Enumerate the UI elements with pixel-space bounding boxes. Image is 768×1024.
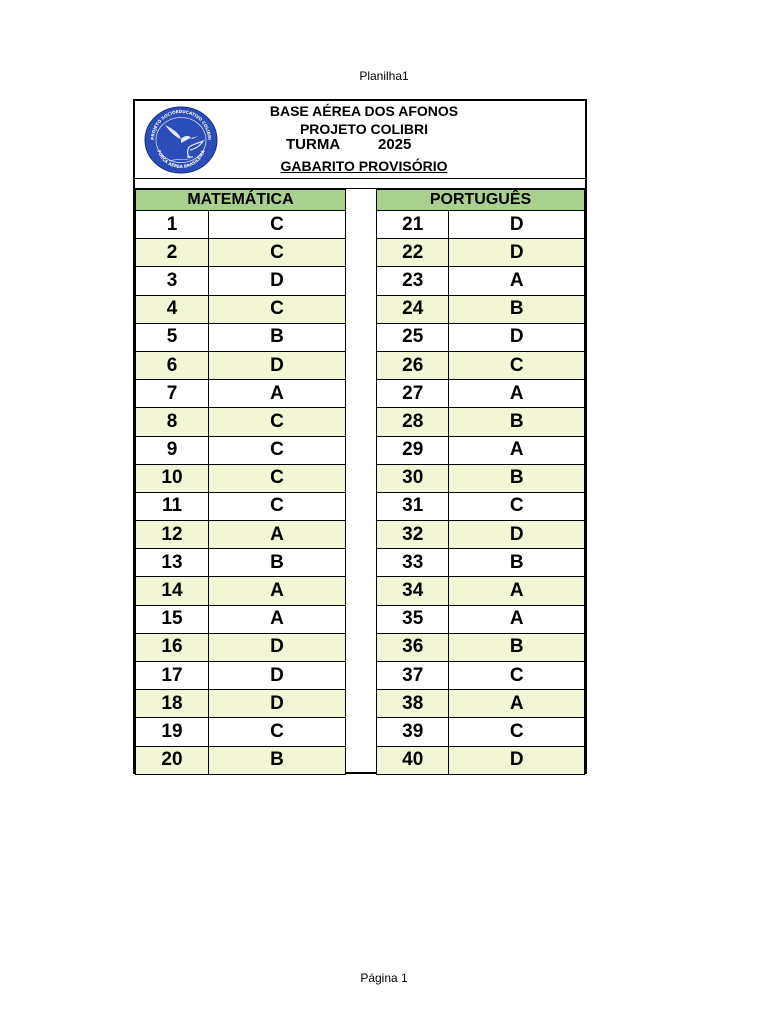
answer-letter: B	[449, 295, 585, 323]
answer-letter: A	[449, 577, 585, 605]
table-row	[136, 605, 346, 633]
question-number: 11	[136, 492, 209, 520]
turma-label: TURMA	[286, 136, 341, 153]
table-row	[136, 746, 346, 774]
question-number: 23	[377, 267, 449, 295]
table-row	[377, 662, 585, 690]
section-header-math: MATEMÁTICA	[136, 190, 346, 211]
question-number: 17	[136, 662, 209, 690]
page-header: Planilha1	[359, 69, 409, 83]
question-number: 8	[136, 408, 209, 436]
question-number: 32	[377, 521, 449, 549]
separator-row	[135, 178, 585, 189]
question-number: 22	[377, 239, 449, 267]
table-row	[377, 351, 585, 379]
answer-letter: A	[449, 690, 585, 718]
answer-letter: B	[209, 549, 346, 577]
table-row	[377, 408, 585, 436]
question-number: 21	[377, 211, 449, 239]
answer-letter: A	[209, 577, 346, 605]
table-row	[136, 295, 346, 323]
question-number: 28	[377, 408, 449, 436]
answer-letter: A	[449, 267, 585, 295]
question-number: 10	[136, 464, 209, 492]
answer-letter: D	[449, 239, 585, 267]
answer-letter: A	[449, 436, 585, 464]
math-answer-table	[135, 189, 346, 775]
answer-letter: D	[209, 662, 346, 690]
table-row	[136, 492, 346, 520]
question-number: 15	[136, 605, 209, 633]
table-row	[136, 690, 346, 718]
answer-letter: A	[209, 380, 346, 408]
answer-letter: C	[209, 239, 346, 267]
question-number: 19	[136, 718, 209, 746]
svg-text:PROJETO SOCIOEDUCATIVO COLIBRI: PROJETO SOCIOEDUCATIVO COLIBRI	[149, 108, 213, 141]
question-number: 9	[136, 436, 209, 464]
table-row	[136, 633, 346, 661]
answer-letter: C	[209, 492, 346, 520]
answer-letter: D	[449, 211, 585, 239]
answer-letter: A	[209, 521, 346, 549]
page-footer: Página 1	[360, 971, 408, 985]
svg-text:FORÇA AÉREA BRASILEIRA: FORÇA AÉREA BRASILEIRA	[156, 149, 206, 170]
table-row	[136, 521, 346, 549]
title-block	[135, 101, 585, 177]
question-number: 37	[377, 662, 449, 690]
question-number: 2	[136, 239, 209, 267]
question-number: 3	[136, 267, 209, 295]
answer-letter: D	[209, 267, 346, 295]
table-row	[377, 211, 585, 239]
answer-letter: B	[449, 464, 585, 492]
table-row	[377, 464, 585, 492]
table-row	[136, 718, 346, 746]
table-row	[377, 323, 585, 351]
portuguese-answer-table	[376, 189, 585, 775]
answer-letter: C	[449, 351, 585, 379]
answer-letter: B	[209, 323, 346, 351]
question-number: 35	[377, 605, 449, 633]
question-number: 12	[136, 521, 209, 549]
answer-letter: D	[209, 690, 346, 718]
question-number: 31	[377, 492, 449, 520]
question-number: 30	[377, 464, 449, 492]
table-row	[136, 549, 346, 577]
table-row	[136, 267, 346, 295]
question-number: 36	[377, 633, 449, 661]
question-number: 7	[136, 380, 209, 408]
table-row	[377, 492, 585, 520]
table-row	[136, 464, 346, 492]
answer-key-sheet	[133, 99, 587, 774]
answer-letter: A	[209, 605, 346, 633]
question-number: 13	[136, 549, 209, 577]
title-line-1: BASE AÉREA DOS AFONOS	[269, 103, 459, 119]
table-row	[377, 718, 585, 746]
table-row	[377, 521, 585, 549]
table-row	[377, 690, 585, 718]
answer-letter: C	[449, 718, 585, 746]
question-number: 40	[377, 746, 449, 774]
table-row	[377, 746, 585, 774]
answer-letter: C	[449, 492, 585, 520]
answer-letter: C	[209, 436, 346, 464]
question-number: 29	[377, 436, 449, 464]
question-number: 20	[136, 746, 209, 774]
table-row	[377, 380, 585, 408]
turma-year: 2025	[378, 136, 412, 153]
question-number: 25	[377, 323, 449, 351]
table-row	[377, 577, 585, 605]
question-number: 24	[377, 295, 449, 323]
answer-letter: A	[449, 380, 585, 408]
table-row	[136, 662, 346, 690]
table-row	[136, 351, 346, 379]
answer-letter: C	[209, 295, 346, 323]
table-row	[377, 267, 585, 295]
question-number: 16	[136, 633, 209, 661]
question-number: 5	[136, 323, 209, 351]
title-line-4: GABARITO PROVISÓRIO	[280, 158, 448, 174]
answer-letter: B	[449, 549, 585, 577]
answer-letter: C	[209, 464, 346, 492]
answer-letter: C	[449, 662, 585, 690]
answer-letter: D	[449, 746, 585, 774]
table-row	[136, 577, 346, 605]
table-row	[136, 323, 346, 351]
question-number: 34	[377, 577, 449, 605]
answer-letter: C	[209, 211, 346, 239]
question-number: 14	[136, 577, 209, 605]
answer-letter: B	[209, 746, 346, 774]
question-number: 6	[136, 351, 209, 379]
question-number: 26	[377, 351, 449, 379]
answer-letter: D	[449, 323, 585, 351]
column-divider	[347, 189, 376, 772]
table-row	[377, 605, 585, 633]
table-row	[377, 295, 585, 323]
table-row	[136, 436, 346, 464]
table-row	[136, 211, 346, 239]
table-row	[136, 408, 346, 436]
answer-letter: B	[449, 633, 585, 661]
table-row	[136, 380, 346, 408]
table-row	[136, 239, 346, 267]
title-line-2: PROJETO COLIBRI	[299, 121, 429, 137]
answer-letter: A	[449, 605, 585, 633]
question-number: 18	[136, 690, 209, 718]
table-row	[377, 633, 585, 661]
question-number: 38	[377, 690, 449, 718]
answer-letter: D	[449, 521, 585, 549]
question-number: 4	[136, 295, 209, 323]
answer-letter: B	[449, 408, 585, 436]
table-row	[377, 436, 585, 464]
answer-letter: C	[209, 718, 346, 746]
question-number: 39	[377, 718, 449, 746]
answer-letter: C	[209, 408, 346, 436]
table-row	[377, 239, 585, 267]
answer-letter: D	[209, 351, 346, 379]
question-number: 1	[136, 211, 209, 239]
section-header-portuguese: PORTUGUÊS	[377, 190, 585, 211]
question-number: 27	[377, 380, 449, 408]
answer-letter: D	[209, 633, 346, 661]
table-row	[377, 549, 585, 577]
question-number: 33	[377, 549, 449, 577]
